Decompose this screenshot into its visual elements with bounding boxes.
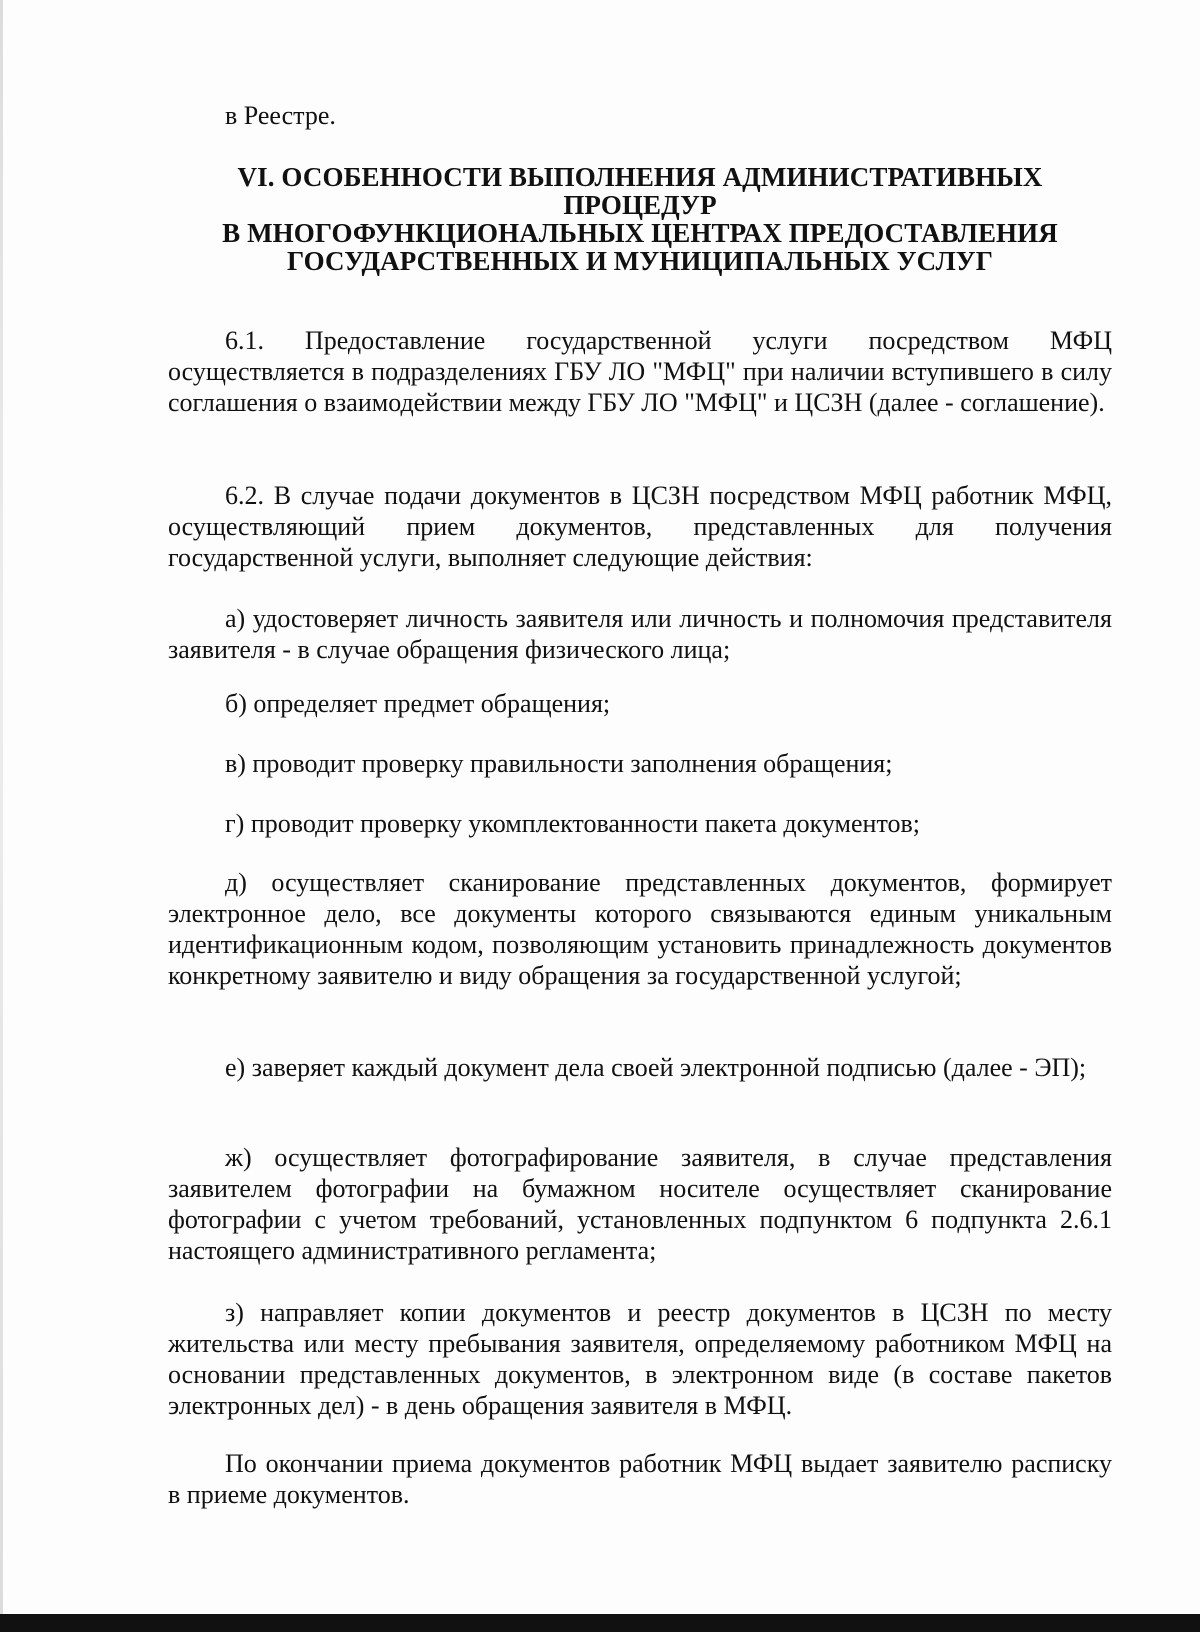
- paragraph-item-b: б) определяет предмет обращения;: [225, 689, 611, 718]
- paragraph-item-zh: ж) осуществляет фотографирование заявителя, в случае представления заявителем фотографии на бумажном носителе осуществляет сканирование фотографии с учетом требований, установленных подпунктом 6 подпункта 2.6.1 настоящего административного регламента;: [168, 1143, 1112, 1265]
- heading-line-4: ГОСУДАРСТВЕННЫХ И МУНИЦИПАЛЬНЫХ УСЛУГ: [287, 246, 993, 276]
- carry-over-text: в Реестре.: [225, 101, 336, 130]
- heading-line-1: VI. ОСОБЕННОСТИ ВЫПОЛНЕНИЯ АДМИНИСТРАТИВНЫХ: [237, 162, 1043, 192]
- paragraph-6-2: 6.2. В случае подачи документов в ЦСЗН посредством МФЦ работник МФЦ, осуществляющий прием документов, представленных для получения государственной услуги, выполняет следующие действия:: [168, 481, 1112, 572]
- scan-left-edge: [0, 0, 3, 1632]
- scan-bottom-bar: [0, 1614, 1200, 1632]
- paragraph-6-1: 6.1. Предоставление государственной услуги посредством МФЦ осуществляется в подразделениях ГБУ ЛО "МФЦ" при наличии вступившего в силу соглашения о взаимодействии между ГБУ ЛО "МФЦ" и ЦСЗН (далее - соглашение).: [168, 326, 1112, 417]
- paragraph-item-v: в) проводит проверку правильности заполнения обращения;: [225, 749, 893, 778]
- heading-line-3: В МНОГОФУНКЦИОНАЛЬНЫХ ЦЕНТРАХ ПРЕДОСТАВЛЕНИЯ: [222, 218, 1058, 248]
- paragraph-item-g: г) проводит проверку укомплектованности пакета документов;: [225, 809, 920, 838]
- paragraph-final: По окончании приема документов работник МФЦ выдает заявителю расписку в приеме документов.: [168, 1449, 1112, 1509]
- section-heading: [168, 163, 1112, 275]
- heading-line-2: ПРОЦЕДУР: [563, 190, 717, 220]
- paragraph-item-a: а) удостоверяет личность заявителя или личность и полномочия представителя заявителя - в случае обращения физического лица;: [168, 604, 1112, 664]
- paragraph-item-d: д) осуществляет сканирование представленных документов, формирует электронное дело, все документы которого связываются единым уникальным идентификационным кодом, позволяющим установить принадлежность документов конкретному заявителю и виду обращения за государственной услугой;: [168, 868, 1112, 990]
- paragraph-item-e: е) заверяет каждый документ дела своей электронной подписью (далее - ЭП);: [225, 1053, 1087, 1082]
- paragraph-item-z: з) направляет копии документов и реестр документов в ЦСЗН по месту жительства или месту пребывания заявителя, определяемому работником МФЦ на основании представленных документов, в электронном виде (в составе пакетов электронных дел) - в день обращения заявителя в МФЦ.: [168, 1298, 1112, 1420]
